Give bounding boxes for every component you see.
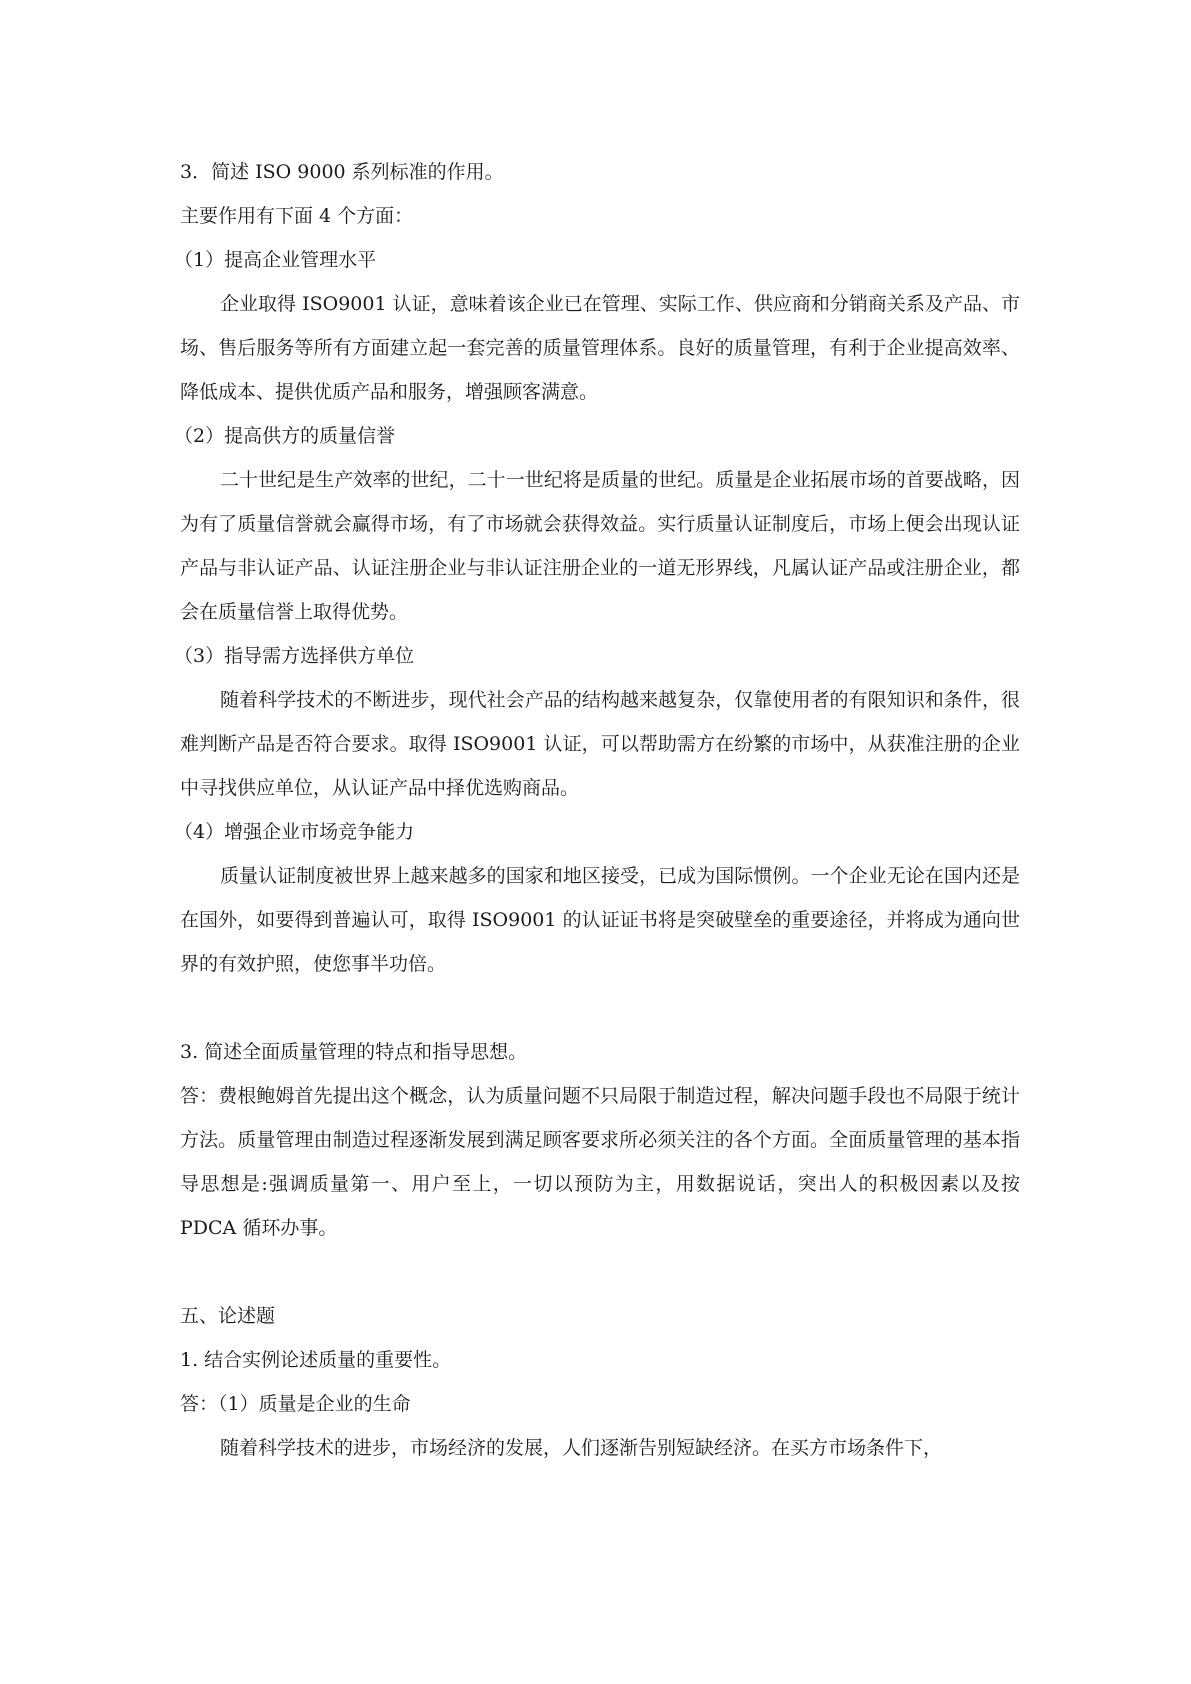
iso-item-1-heading: （1）提高企业管理水平	[174, 249, 377, 271]
essay-answer-body: 随着科学技术的进步，市场经济的发展，人们逐渐告别短缺经济。在买方市场条件下，	[220, 1437, 943, 1459]
iso-question: 3．简述 ISO 9000 系列标准的作用。	[180, 161, 504, 183]
iso-item-3-heading: （3）指导需方选择供方单位	[174, 645, 415, 667]
section-gap	[180, 986, 1020, 1030]
section-gap	[180, 1250, 1020, 1294]
iso-item-3-body: 随着科学技术的不断进步，现代社会产品的结构越来越复杂，仅靠使用者的有限知识和条件，很难判断产品是否符合要求。取得 ISO9001 认证，可以帮助需方在纷繁的市场中，从获准注册的企业中寻找供应单位，从认证产品中择优选购商品。	[180, 689, 1020, 799]
document-page	[174, 150, 1020, 1470]
iso-item-2-body: 二十世纪是生产效率的世纪，二十一世纪将是质量的世纪。质量是企业拓展市场的首要战略，因为有了质量信誉就会赢得市场，有了市场就会获得效益。实行质量认证制度后，市场上便会出现认证产品与非认证产品、认证注册企业与非认证注册企业的一道无形界线，凡属认证产品或注册企业，都会在质量信誉上取得优势。	[180, 469, 1020, 623]
tqm-answer: 答：费根鲍姆首先提出这个概念，认为质量问题不只局限于制造过程，解决问题手段也不局限于统计方法。质量管理由制造过程逐渐发展到满足顾客要求所必须关注的各个方面。全面质量管理的基本指导思想是:强调质量第一、用户至上，一切以预防为主，用数据说话，突出人的积极因素以及按 PDCA 循环办事。	[180, 1085, 1020, 1239]
iso-item-2-heading: （2）提高供方的质量信誉	[174, 425, 396, 447]
iso-item-1-body: 企业取得 ISO9001 认证，意味着该企业已在管理、实际工作、供应商和分销商关系及产品、市场、售后服务等所有方面建立起一套完善的质量管理体系。良好的质量管理，有利于企业提高效率、降低成本、提供优质产品和服务，增强顾客满意。	[180, 293, 1020, 403]
iso-item-4-heading: （4）增强企业市场竞争能力	[174, 821, 415, 843]
essay-section-title: 五、论述题	[180, 1305, 276, 1327]
iso-intro: 主要作用有下面 4 个方面：	[180, 205, 414, 227]
essay-question: 1. 结合实例论述质量的重要性。	[180, 1349, 452, 1371]
tqm-question: 3. 简述全面质量管理的特点和指导思想。	[180, 1041, 528, 1063]
iso-item-4-body: 质量认证制度被世界上越来越多的国家和地区接受，已成为国际惯例。一个企业无论在国内还是在国外，如要得到普遍认可，取得 ISO9001 的认证证书将是突破壁垒的重要途径，并将成为通向世界的有效护照，使您事半功倍。	[180, 865, 1020, 975]
essay-answer-heading: 答：（1）质量是企业的生命	[180, 1393, 411, 1415]
